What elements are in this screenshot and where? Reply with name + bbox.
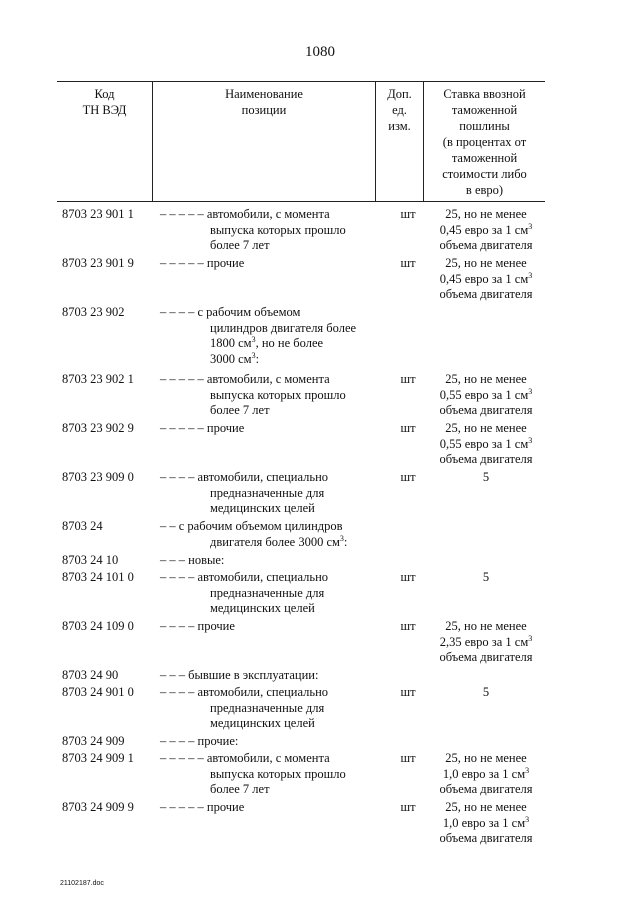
row-name xyxy=(160,256,375,272)
superscript: 3 xyxy=(528,435,533,445)
row-name xyxy=(160,305,375,367)
header-unit-line: ед. xyxy=(392,103,407,117)
row-unit: шт xyxy=(400,421,416,435)
row-unit: шт xyxy=(400,372,416,386)
header-rate-line: стоимости либо xyxy=(442,167,527,181)
header-rate-line: пошлины xyxy=(459,119,510,133)
header-unit-line: изм. xyxy=(388,119,411,133)
row-rate-line: 0,45 евро за 1 $см^3$ xyxy=(439,270,533,286)
row-name-line: – – – – – прочие xyxy=(160,421,245,435)
row-code: 8703 24 909 xyxy=(62,734,125,748)
row-code: 8703 24 90 xyxy=(62,668,119,682)
row-code: 8703 24 909 9 xyxy=(62,800,134,814)
row-name xyxy=(160,619,375,635)
row-rate xyxy=(428,685,544,701)
row-name-line: – – – бывшие в эксплуатации: xyxy=(160,668,319,682)
row-name-line: медицинских целей xyxy=(210,501,315,516)
row-name-line: двигателя более 3000 $см^3$: xyxy=(210,533,348,549)
row-name xyxy=(160,800,375,816)
row-code: 8703 24 xyxy=(62,519,103,533)
row-name-line: цилиндров двигателя более xyxy=(210,320,357,335)
row-rate xyxy=(428,256,544,303)
row-name xyxy=(160,207,375,254)
row-name-line: – – – новые: xyxy=(160,553,225,567)
row-unit: шт xyxy=(400,800,416,814)
superscript: 3 xyxy=(525,765,530,775)
row-name-line: предназначенные для xyxy=(210,585,325,600)
superscript: 3 xyxy=(251,335,256,345)
row-name-line: – – – – с рабочим объемом xyxy=(160,305,301,319)
row-name-line: более 7 лет xyxy=(210,403,270,418)
row-name xyxy=(160,570,375,617)
header-name xyxy=(153,86,375,118)
header-name-line: Наименование xyxy=(225,87,303,101)
row-rate xyxy=(428,800,544,847)
row-rate-line: объема двигателя xyxy=(439,287,533,302)
row-rate-line: 25, но не менее xyxy=(445,619,527,633)
row-rate-line: 25, но не менее xyxy=(445,256,527,270)
superscript: 3 xyxy=(528,221,533,231)
header-code xyxy=(57,86,152,118)
table-header xyxy=(57,81,545,202)
row-name xyxy=(160,668,375,684)
header-rate-line: Ставка ввозной xyxy=(443,87,526,101)
row-rate-line: 25, но не менее xyxy=(445,372,527,386)
row-rate-line: 5 xyxy=(482,470,490,484)
row-rate-line: 25, но не менее xyxy=(445,207,527,221)
header-code-line: ТН ВЭД xyxy=(82,103,127,117)
row-name-line: более 7 лет xyxy=(210,782,270,797)
row-rate xyxy=(428,570,544,586)
row-rate-line: объема двигателя xyxy=(439,403,533,418)
row-rate-line: 25, но не менее xyxy=(445,800,527,814)
row-unit: шт xyxy=(400,751,416,765)
row-rate xyxy=(428,207,544,254)
row-code: 8703 23 909 0 xyxy=(62,470,134,484)
row-name-line: выпуска которых прошло xyxy=(210,766,346,781)
row-name-line: предназначенные для xyxy=(210,485,325,500)
row-name xyxy=(160,372,375,419)
header-rate-line: (в процентах от xyxy=(442,135,527,149)
row-name-line: – – – – автомобили, специально xyxy=(160,685,329,699)
row-rate-line: 2,35 евро за 1 $см^3$ xyxy=(439,633,533,649)
row-rate-line: 1,0 евро за 1 $см^3$ xyxy=(442,765,530,781)
header-unit xyxy=(376,86,423,134)
row-unit: шт xyxy=(400,207,416,221)
footer-filename: 21102187.doc xyxy=(60,880,104,887)
row-rate-line: объема двигателя xyxy=(439,452,533,467)
row-code: 8703 23 901 1 xyxy=(62,207,134,221)
row-unit: шт xyxy=(400,685,416,699)
row-code: 8703 23 901 9 xyxy=(62,256,134,270)
row-name-line: – – – – – автомобили, с момента xyxy=(160,751,330,765)
row-unit: шт xyxy=(400,570,416,584)
row-name xyxy=(160,421,375,437)
row-rate-line: 0,55 евро за 1 $см^3$ xyxy=(439,435,533,451)
header-rate xyxy=(424,86,545,198)
row-name-line: 3000 $см^3$: xyxy=(210,350,260,366)
superscript: 3 xyxy=(528,386,533,396)
row-code: 8703 23 902 1 xyxy=(62,372,134,386)
row-rate-line: объема двигателя xyxy=(439,650,533,665)
row-name-line: 1800 $см^3$, но не более xyxy=(210,335,324,351)
row-code: 8703 24 10 xyxy=(62,553,119,567)
superscript: 3 xyxy=(251,350,256,360)
row-rate xyxy=(428,421,544,468)
row-name-line: более 7 лет xyxy=(210,238,270,253)
row-unit: шт xyxy=(400,256,416,270)
row-rate xyxy=(428,470,544,486)
row-code: 8703 24 101 0 xyxy=(62,570,134,584)
row-rate-line: 5 xyxy=(482,570,490,584)
row-name xyxy=(160,470,375,517)
row-name-line: – – – – – автомобили, с момента xyxy=(160,207,330,221)
header-unit-line: Доп. xyxy=(387,87,412,101)
superscript: 3 xyxy=(525,814,530,824)
row-rate-line: 0,45 евро за 1 $см^3$ xyxy=(439,221,533,237)
row-code: 8703 23 902 xyxy=(62,305,125,319)
superscript: 3 xyxy=(339,533,344,543)
row-rate xyxy=(428,751,544,798)
row-name-line: – – – – – автомобили, с момента xyxy=(160,372,330,386)
row-name-line: медицинских целей xyxy=(210,601,315,616)
row-name-line: выпуска которых прошло xyxy=(210,222,346,237)
row-name-line: – – – – прочие xyxy=(160,619,235,633)
row-unit: шт xyxy=(400,619,416,633)
header-rate-line: таможенной xyxy=(451,103,518,117)
row-rate-line: 1,0 евро за 1 $см^3$ xyxy=(442,814,530,830)
superscript: 3 xyxy=(528,270,533,280)
row-name-line: предназначенные для xyxy=(210,700,325,715)
row-code: 8703 24 109 0 xyxy=(62,619,134,633)
row-code: 8703 24 901 0 xyxy=(62,685,134,699)
row-rate-line: объема двигателя xyxy=(439,782,533,797)
header-top-rule xyxy=(57,81,545,82)
row-rate-line: объема двигателя xyxy=(439,831,533,846)
header-rate-line: в евро) xyxy=(465,183,504,197)
page-number: 1080 xyxy=(305,44,335,60)
row-rate-line: 0,55 евро за 1 $см^3$ xyxy=(439,386,533,402)
row-name xyxy=(160,685,375,732)
row-rate-line: 25, но не менее xyxy=(445,751,527,765)
row-name-line: – – – – – прочие xyxy=(160,256,245,270)
header-rate-line: таможенной xyxy=(451,151,518,165)
row-name xyxy=(160,751,375,798)
header-bottom-rule xyxy=(57,201,545,202)
header-name-line: позиции xyxy=(241,103,287,117)
superscript: 3 xyxy=(528,633,533,643)
row-rate xyxy=(428,619,544,666)
row-name-line: – – – – – прочие xyxy=(160,800,245,814)
row-name-line: – – – – автомобили, специально xyxy=(160,570,329,584)
row-rate-line: 5 xyxy=(482,685,490,699)
row-name-line: медицинских целей xyxy=(210,716,315,731)
row-rate-line: 25, но не менее xyxy=(445,421,527,435)
row-name xyxy=(160,734,375,750)
row-name-line: – – с рабочим объемом цилиндров xyxy=(160,519,343,533)
row-code: 8703 23 902 9 xyxy=(62,421,134,435)
row-rate xyxy=(428,372,544,419)
row-name xyxy=(160,553,375,569)
row-name xyxy=(160,519,375,550)
row-name-line: выпуска которых прошло xyxy=(210,387,346,402)
row-unit: шт xyxy=(400,470,416,484)
row-name-line: – – – – автомобили, специально xyxy=(160,470,329,484)
header-code-line: Код xyxy=(94,87,115,101)
row-code: 8703 24 909 1 xyxy=(62,751,134,765)
row-rate-line: объема двигателя xyxy=(439,238,533,253)
row-name-line: – – – – прочие: xyxy=(160,734,239,748)
